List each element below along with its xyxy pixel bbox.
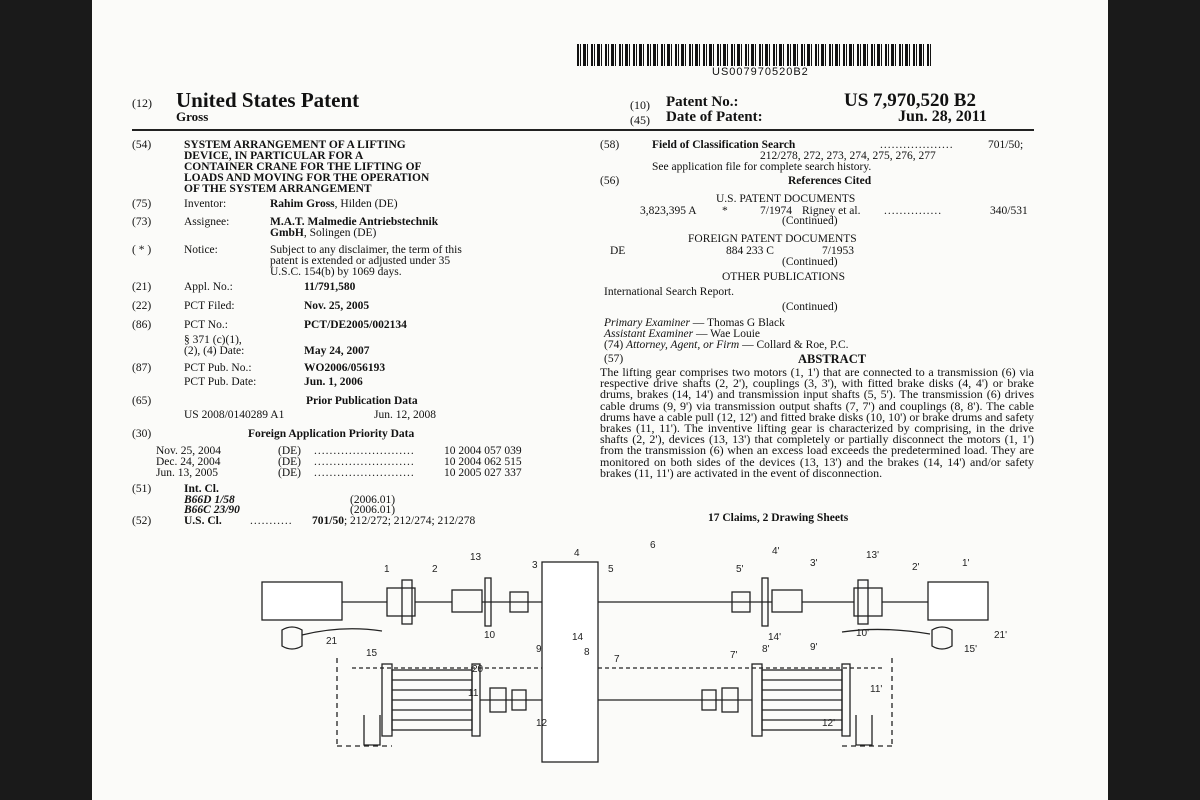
leader-dots: ........... [250, 515, 293, 527]
label-2: 2 [432, 564, 438, 575]
code-75: (75) [132, 198, 152, 210]
leader-dots: .......................... [314, 456, 415, 468]
pct-pub-no: WO2006/056193 [304, 362, 386, 374]
appl-no-label: Appl. No.: [184, 281, 233, 293]
leader-dots: .......................... [314, 467, 415, 479]
code-87: (87) [132, 362, 152, 374]
foreign-date: Nov. 25, 2004 [156, 445, 222, 457]
us-ref-no: 3,823,395 A [640, 205, 697, 217]
abstract-text: The lifting gear comprises two motors (1, 1') that are connected to a transmission (6) via respective drive shafts (2, 2'), couplings (3, 3'), with fitted brake disks (4, 4') or brake drums, brakes (14, 14') and transmission input shafts (5, 5'). The transmission (6) drives cable drums (9, 9') via transmission output shafts (7, 7') and couplings (8, 8'). The cable drums have a cable pull (12, 12') and fitted brake disks (10, 10') or brake drums and safety brakes (11, 11'). The inventive lifting gear is characterized by comprising, in the drive shafts (2, 2'), devices (13, 13') that completely or partially disconnect the motors (1, 1') from the transmission (6) when an excess load exceeds the predetermined load. They are monitored on both sides of the devices (13, 13') and the brakes (14, 14') and/or safety brakes (11, 11') are activated in the event of disconnection. [600, 365, 1034, 480]
field-search-note: See application file for complete search history. [652, 161, 872, 173]
patent-page [92, 0, 1108, 800]
appl-no: 11/791,580 [304, 281, 356, 293]
attorney-label: Attorney, Agent, or Firm [626, 339, 740, 351]
foreign-priority-heading: Foreign Application Priority Data [248, 428, 415, 440]
pct-filed-label: PCT Filed: [184, 300, 235, 312]
int-cl-code: B66C 23/90 [184, 504, 240, 516]
label-4: 4 [574, 548, 580, 559]
assignee-name: M.A.T. Malmedie Antriebstechnik [270, 216, 439, 228]
prior-pub-date: Jun. 12, 2008 [374, 409, 436, 421]
date-of-patent-label: Date of Patent: [666, 109, 763, 125]
field-search-class: 701/50; [988, 139, 1024, 151]
int-cl-version: (2006.01) [350, 504, 396, 516]
title-line: CONTAINER CRANE FOR THE LIFTING OF [184, 161, 422, 173]
foreign-app-no: 10 2004 057 039 [444, 445, 522, 457]
code-58: (58) [600, 139, 620, 151]
label-6: 6 [650, 540, 656, 551]
foreign-app-no: 10 2005 027 337 [444, 467, 522, 479]
assignee-location: , Solingen (DE) [303, 227, 377, 239]
us-docs-heading: U.S. PATENT DOCUMENTS [716, 193, 856, 205]
continued-note: (Continued) [782, 301, 838, 313]
attorney-name: — Collard & Roe, P.C. [742, 339, 849, 351]
label-12: 12 [536, 718, 548, 729]
continued-note: (Continued) [782, 215, 838, 227]
foreign-app-no: 10 2004 062 515 [444, 456, 522, 468]
barcode-text: US007970520B2 [712, 66, 809, 78]
references-heading: References Cited [788, 175, 872, 187]
code-74: (74) [604, 339, 624, 351]
leader-dots: ............... [884, 205, 943, 217]
code-51: (51) [132, 483, 152, 495]
title-line: LOADS AND MOVING FOR THE OPERATION [184, 172, 430, 184]
notice-line: patent is extended or adjusted under 35 [270, 255, 451, 267]
prior-pub-no: US 2008/0140289 A1 [184, 409, 285, 421]
code-54: (54) [132, 139, 152, 151]
label-21: 21 [326, 636, 338, 647]
foreign-ref-date: 7/1953 [822, 245, 854, 257]
label-9: 9 [536, 644, 542, 655]
primary-examiner-label: Primary Examiner [604, 317, 690, 329]
label-10: 10 [484, 630, 496, 641]
claims-summary: 17 Claims, 2 Drawing Sheets [708, 512, 849, 524]
label-4p: 4' [772, 546, 780, 557]
int-cl-version: (2006.01) [350, 494, 396, 506]
code-86: (86) [132, 319, 152, 331]
front-page-drawing [242, 540, 1042, 780]
label-3p: 3' [810, 558, 818, 569]
assignee-line-2 [270, 228, 376, 239]
label-3: 3 [532, 560, 538, 571]
code-22: (22) [132, 300, 152, 312]
label-8p: 8' [762, 644, 770, 655]
code-65: (65) [132, 395, 152, 407]
patent-number: US 7,970,520 B2 [844, 90, 976, 111]
foreign-date: Jun. 13, 2005 [156, 467, 218, 479]
other-pub-text: International Search Report. [604, 286, 734, 298]
label-1p: 1' [962, 558, 970, 569]
inventor-label: Inventor: [184, 198, 227, 210]
code-notice: ( * ) [132, 244, 152, 256]
s371-label-2: (2), (4) Date: [184, 345, 245, 357]
barcode [577, 44, 932, 66]
label-13: 13 [470, 552, 482, 563]
label-15: 15 [366, 648, 378, 659]
pct-no-label: PCT No.: [184, 319, 228, 331]
label-12p: 12' [822, 718, 836, 729]
pct-pub-no-label: PCT Pub. No.: [184, 362, 252, 374]
label-10p: 10' [856, 628, 870, 639]
int-cl-label: Int. Cl. [184, 483, 219, 495]
title-line: DEVICE, IN PARTICULAR FOR A [184, 150, 364, 162]
label-11: 11 [468, 688, 479, 699]
label-7: 7 [614, 654, 620, 665]
code-57: (57) [604, 353, 624, 365]
pct-pub-date-label: PCT Pub. Date: [184, 376, 257, 388]
header-inventor: Gross [176, 109, 209, 124]
label-9p: 9' [810, 642, 818, 653]
leader-dots: ................... [880, 139, 954, 151]
us-cl-value [312, 516, 475, 527]
notice-line: Subject to any disclaimer, the term of this [270, 244, 462, 256]
foreign-country: (DE) [278, 467, 301, 479]
header-rule [132, 129, 1034, 131]
foreign-docs-heading: FOREIGN PATENT DOCUMENTS [688, 233, 857, 245]
notice-text [270, 245, 462, 278]
label-5: 5 [608, 564, 614, 575]
assignee-gmbh: GmbH [270, 227, 304, 239]
us-ref-star: * [722, 205, 728, 217]
label-1: 1 [384, 564, 390, 575]
notice-label: Notice: [184, 244, 218, 256]
foreign-ref-country: DE [610, 245, 626, 257]
inventor-name: Rahim Gross [270, 198, 335, 210]
assignee-label: Assignee: [184, 216, 230, 228]
us-cl-rest: ; 212/272; 212/274; 212/278 [343, 515, 476, 527]
notice-line: U.S.C. 154(b) by 1069 days. [270, 266, 402, 278]
code-30: (30) [132, 428, 152, 440]
label-14p: 14' [768, 632, 782, 643]
other-pub-heading: OTHER PUBLICATIONS [722, 271, 845, 283]
pct-pub-date: Jun. 1, 2006 [304, 376, 363, 388]
pct-no: PCT/DE2005/002134 [304, 319, 407, 331]
primary-examiner-name: — Thomas G Black [692, 317, 785, 329]
label-15p: 15' [964, 644, 978, 655]
leader-dots: .......................... [314, 445, 415, 457]
invention-title [184, 140, 429, 195]
label-7p: 7' [730, 650, 738, 661]
continued-note: (Continued) [782, 256, 838, 268]
abstract-heading: ABSTRACT [798, 352, 867, 366]
patent-no-label: Patent No.: [666, 94, 739, 110]
label-8: 8 [584, 647, 590, 658]
s371-label-1: § 371 (c)(1), [184, 334, 242, 346]
us-cl-label: U.S. Cl. [184, 515, 222, 527]
code-21: (21) [132, 281, 152, 293]
title-line: SYSTEM ARRANGEMENT OF A LIFTING [184, 139, 406, 151]
inventor-location: , Hilden (DE) [334, 198, 398, 210]
code-52: (52) [132, 515, 152, 527]
inventor-value [270, 199, 398, 210]
assistant-examiner-name: — Wae Louie [696, 328, 761, 340]
label-5p: 5' [736, 564, 744, 575]
us-ref-name: Rigney et al. [802, 205, 861, 217]
foreign-ref-no: 884 233 C [726, 245, 774, 257]
code-56: (56) [600, 175, 620, 187]
title-line: OF THE SYSTEM ARRANGEMENT [184, 183, 372, 195]
assistant-examiner-label: Assistant Examiner [604, 328, 694, 340]
label-21p: 21' [994, 630, 1008, 641]
s371-date: May 24, 2007 [304, 345, 370, 357]
label-13p: 13' [866, 550, 880, 561]
date-of-patent: Jun. 28, 2011 [898, 108, 987, 125]
us-ref-date: 7/1974 [760, 205, 792, 217]
us-ref-class: 340/531 [990, 205, 1028, 217]
label-14: 14 [572, 632, 584, 643]
foreign-date: Dec. 24, 2004 [156, 456, 221, 468]
code-12: (12) [132, 96, 152, 110]
label-2p: 2' [912, 562, 920, 573]
int-cl-code: B66D 1/58 [184, 494, 235, 506]
us-cl-main: 701/50 [312, 515, 344, 527]
label-20: 20 [472, 664, 484, 675]
label-11p: 11' [870, 684, 883, 695]
pct-filed-date: Nov. 25, 2005 [304, 300, 370, 312]
code-73: (73) [132, 216, 152, 228]
foreign-country: (DE) [278, 456, 301, 468]
prior-pub-heading: Prior Publication Data [306, 395, 418, 407]
field-search-label: Field of Classification Search [652, 139, 796, 151]
patent-type-title: United States Patent [176, 88, 360, 112]
code-45: (45) [630, 113, 650, 127]
attorney [604, 340, 849, 351]
field-search-classes: 212/278, 272, 273, 274, 275, 276, 277 [760, 150, 936, 162]
code-10: (10) [630, 98, 650, 112]
foreign-country: (DE) [278, 445, 301, 457]
